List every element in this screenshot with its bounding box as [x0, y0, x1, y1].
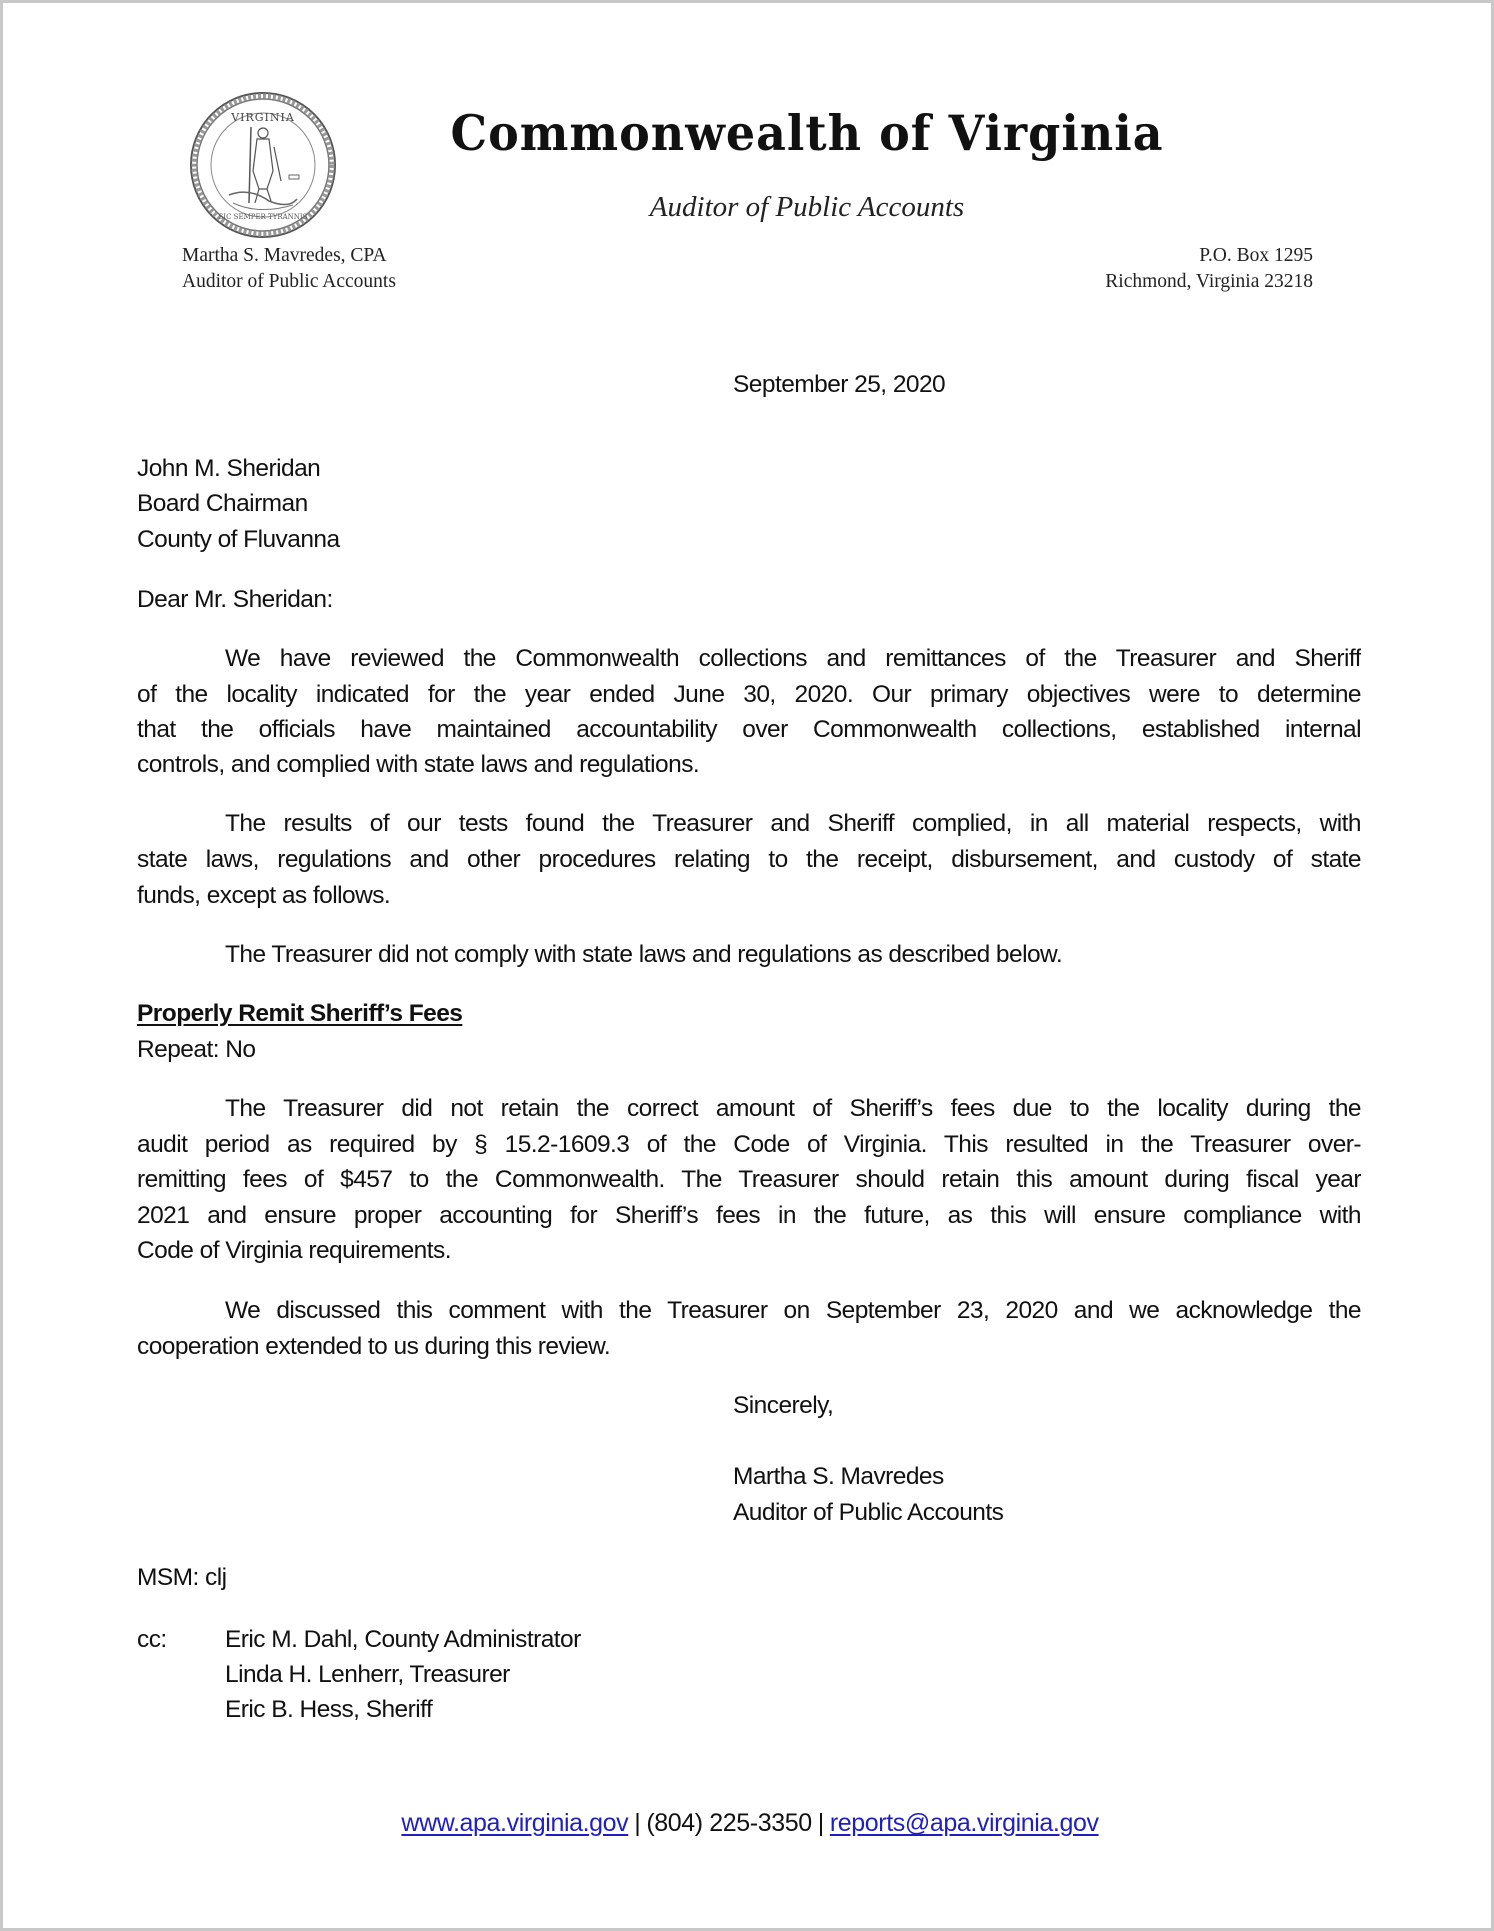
finding-repeat-status: Repeat: No: [137, 1036, 256, 1063]
typist-initials: MSM: clj: [137, 1564, 227, 1591]
paragraph-2-line: The results of our tests found the Treasurer and Sheriff complied, in all material respects, with: [225, 810, 1361, 837]
po-box: P.O. Box 1295: [1199, 245, 1313, 266]
recipient-title: Board Chairman: [137, 490, 308, 517]
paragraph-4-line: remitting fees of $457 to the Commonwealth. The Treasurer should retain this amount during fiscal year: [137, 1166, 1361, 1193]
cc-recipient: Eric M. Dahl, County Administrator: [225, 1626, 581, 1653]
footer-separator: |: [817, 1809, 824, 1837]
website-link[interactable]: www.apa.virginia.gov: [401, 1809, 629, 1837]
finding-heading: Properly Remit Sheriff’s Fees: [137, 1000, 463, 1027]
auditor-name: Martha S. Mavredes, CPA: [182, 245, 387, 266]
cc-recipient: Linda H. Lenherr, Treasurer: [225, 1661, 510, 1688]
footer-separator: |: [634, 1809, 641, 1837]
footer-contact: [3, 1809, 1494, 1838]
salutation: Dear Mr. Sheridan:: [137, 586, 333, 613]
paragraph-4-line: Code of Virginia requirements.: [137, 1237, 451, 1264]
paragraph-1-line: We have reviewed the Commonwealth collections and remittances of the Treasurer and Sheriff: [225, 645, 1361, 672]
phone-number: (804) 225-3350: [646, 1809, 812, 1837]
auditor-title: Auditor of Public Accounts: [182, 271, 396, 292]
letterhead-subtitle: Auditor of Public Accounts: [649, 191, 965, 223]
letterhead-title: Commonwealth of Virginia: [450, 104, 1164, 162]
paragraph-4-line: 2021 and ensure proper accounting for Sheriff’s fees in the future, as this will ensure compliance with: [137, 1202, 1361, 1229]
email-link[interactable]: reports@apa.virginia.gov: [829, 1809, 1099, 1837]
signer-name: Martha S. Mavredes: [733, 1463, 944, 1490]
paragraph-1-line: controls, and complied with state laws and regulations.: [137, 751, 700, 778]
paragraph-4-line: The Treasurer did not retain the correct amount of Sheriff’s fees due to the locality during the: [225, 1095, 1361, 1122]
svg-text:SIC SEMPER TYRANNIS: SIC SEMPER TYRANNIS: [218, 213, 308, 221]
paragraph-2-line: state laws, regulations and other procedures relating to the receipt, disbursement, and custody of state: [137, 846, 1361, 873]
recipient-name: John M. Sheridan: [137, 455, 321, 482]
valediction: Sincerely,: [733, 1392, 834, 1419]
cc-recipient: Eric B. Hess, Sheriff: [225, 1696, 433, 1723]
paragraph-3: The Treasurer did not comply with state laws and regulations as described below.: [225, 941, 1063, 968]
svg-text:VIRGINIA: VIRGINIA: [231, 111, 295, 124]
paragraph-4-line: audit period as required by § 15.2-1609.3 of the Code of Virginia. This resulted in the Treasurer over-: [137, 1131, 1361, 1158]
paragraph-5-line: cooperation extended to us during this review.: [137, 1333, 611, 1360]
paragraph-1-line: of the locality indicated for the year ended June 30, 2020. Our primary objectives were to determine: [137, 681, 1361, 708]
paragraph-2-line: funds, except as follows.: [137, 882, 391, 909]
signer-title: Auditor of Public Accounts: [733, 1499, 1004, 1526]
letter-date: September 25, 2020: [733, 371, 946, 398]
cc-label: cc:: [137, 1626, 167, 1653]
recipient-org: County of Fluvanna: [137, 526, 340, 553]
city-state-zip: Richmond, Virginia 23218: [1105, 271, 1313, 292]
paragraph-1-line: that the officials have maintained accountability over Commonwealth collections, established internal: [137, 716, 1361, 743]
paragraph-5-line: We discussed this comment with the Treasurer on September 23, 2020 and we acknowledge the: [225, 1297, 1361, 1324]
